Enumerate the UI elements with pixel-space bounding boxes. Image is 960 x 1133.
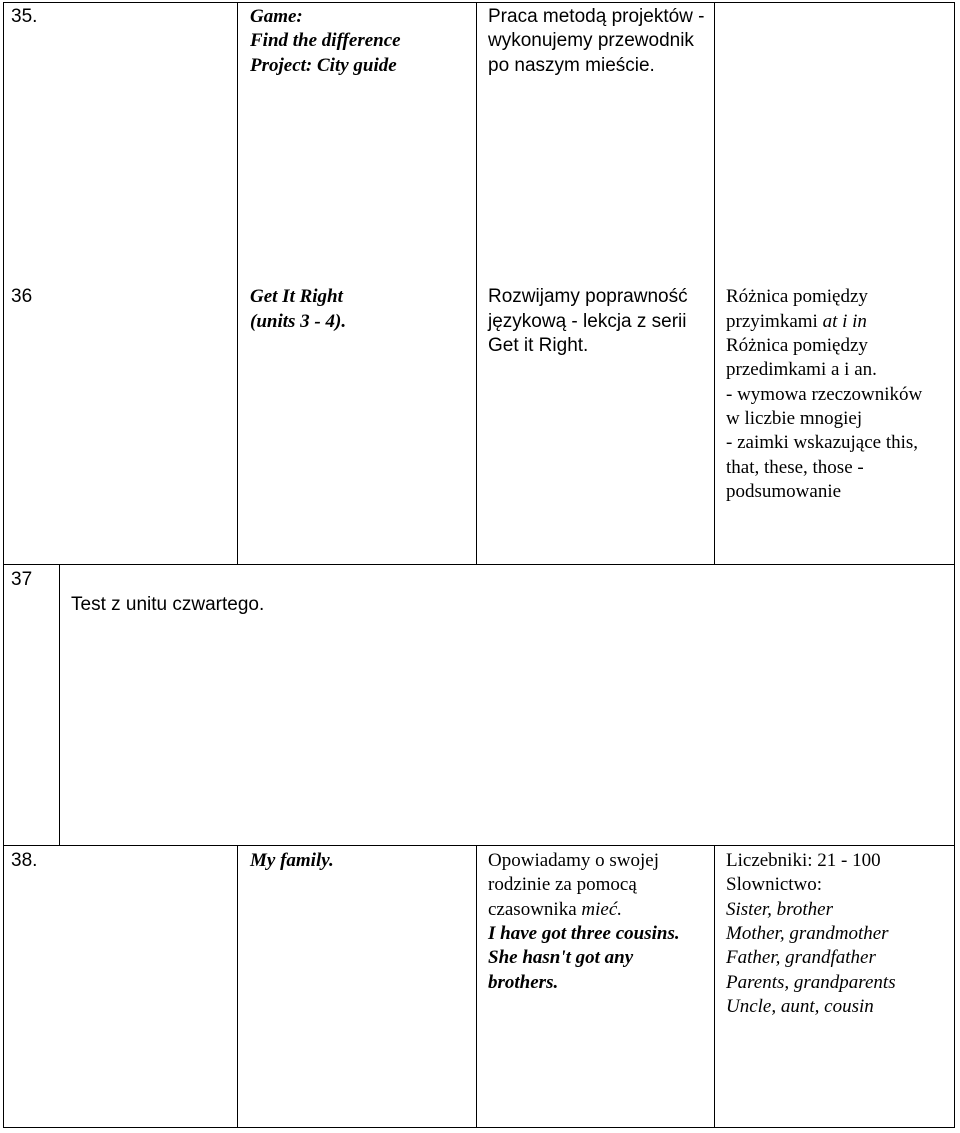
objective-line: Opowiadamy o swojej — [488, 850, 659, 871]
row-number: 37 — [11, 569, 33, 590]
column-line-1-top — [237, 2, 238, 564]
example-sentence: brothers. — [488, 972, 559, 993]
topic-line: My family. — [250, 850, 334, 871]
row-separator-38 — [3, 845, 955, 846]
topic-line: Game: — [250, 6, 303, 27]
topic-line: Get It Right — [250, 286, 343, 307]
material-text: przyimkami — [726, 311, 823, 332]
row-37-number-divider — [59, 564, 60, 845]
row-number: 36 — [11, 286, 33, 307]
objective-line: rodzinie za pomocą — [488, 874, 637, 895]
material-line: Slownictwo: — [726, 874, 823, 895]
material-line: - wymowa rzeczowników — [726, 384, 923, 405]
row-separator-37 — [3, 564, 955, 565]
example-sentence: I have got three cousins. — [488, 923, 680, 944]
material-line: that, these, those - — [726, 457, 864, 478]
material-line: podsumowanie — [726, 481, 842, 502]
material-line: Różnica pomiędzy — [726, 335, 868, 356]
topic-line: (units 3 - 4). — [250, 311, 347, 332]
material-line: - zaimki wskazujące this, — [726, 432, 919, 453]
objective-line: Get it Right. — [488, 335, 589, 356]
vocabulary-line: Uncle, aunt, cousin — [726, 996, 874, 1017]
material-line: w liczbie mnogiej — [726, 408, 863, 429]
test-description: Test z unitu czwartego. — [71, 594, 265, 615]
table-border-right — [954, 2, 955, 1128]
table-border-bottom — [3, 1127, 955, 1128]
row-number: 38. — [11, 850, 38, 871]
column-line-2-top — [476, 2, 477, 564]
material-line: Różnica pomiędzy — [726, 286, 868, 307]
objective-line — [488, 898, 622, 922]
objective-line: po naszym mieście. — [488, 55, 655, 76]
objective-line: językową - lekcja z serii — [488, 311, 687, 332]
material-line: przedimkami a i an. — [726, 359, 877, 380]
topic-line: Find the difference — [250, 30, 401, 51]
objective-line: Rozwijamy poprawność — [488, 286, 688, 307]
column-line-2-bottom — [476, 845, 477, 1128]
example-sentence: She hasn't got any — [488, 947, 634, 968]
vocabulary-line: Mother, grandmother — [726, 923, 889, 944]
material-line: Liczebniki: 21 - 100 — [726, 850, 881, 871]
table-border-left — [3, 2, 4, 1128]
objective-line: wykonujemy przewodnik — [488, 30, 694, 51]
row-number: 35. — [11, 6, 38, 27]
objective-text: czasownika — [488, 899, 582, 920]
topic-line: Project: City guide — [250, 55, 397, 76]
column-line-1-bottom — [237, 845, 238, 1128]
column-line-3-bottom — [714, 845, 715, 1128]
objective-line: Praca metodą projektów - — [488, 6, 705, 27]
material-line — [726, 310, 867, 334]
vocabulary-line: Sister, brother — [726, 899, 833, 920]
table-border-top — [3, 2, 955, 3]
vocabulary-line: Parents, grandparents — [726, 972, 896, 993]
column-line-3-top — [714, 2, 715, 564]
material-italic-text: at i in — [822, 311, 867, 332]
objective-italic-text: mieć. — [581, 899, 623, 920]
vocabulary-line: Father, grandfather — [726, 947, 876, 968]
